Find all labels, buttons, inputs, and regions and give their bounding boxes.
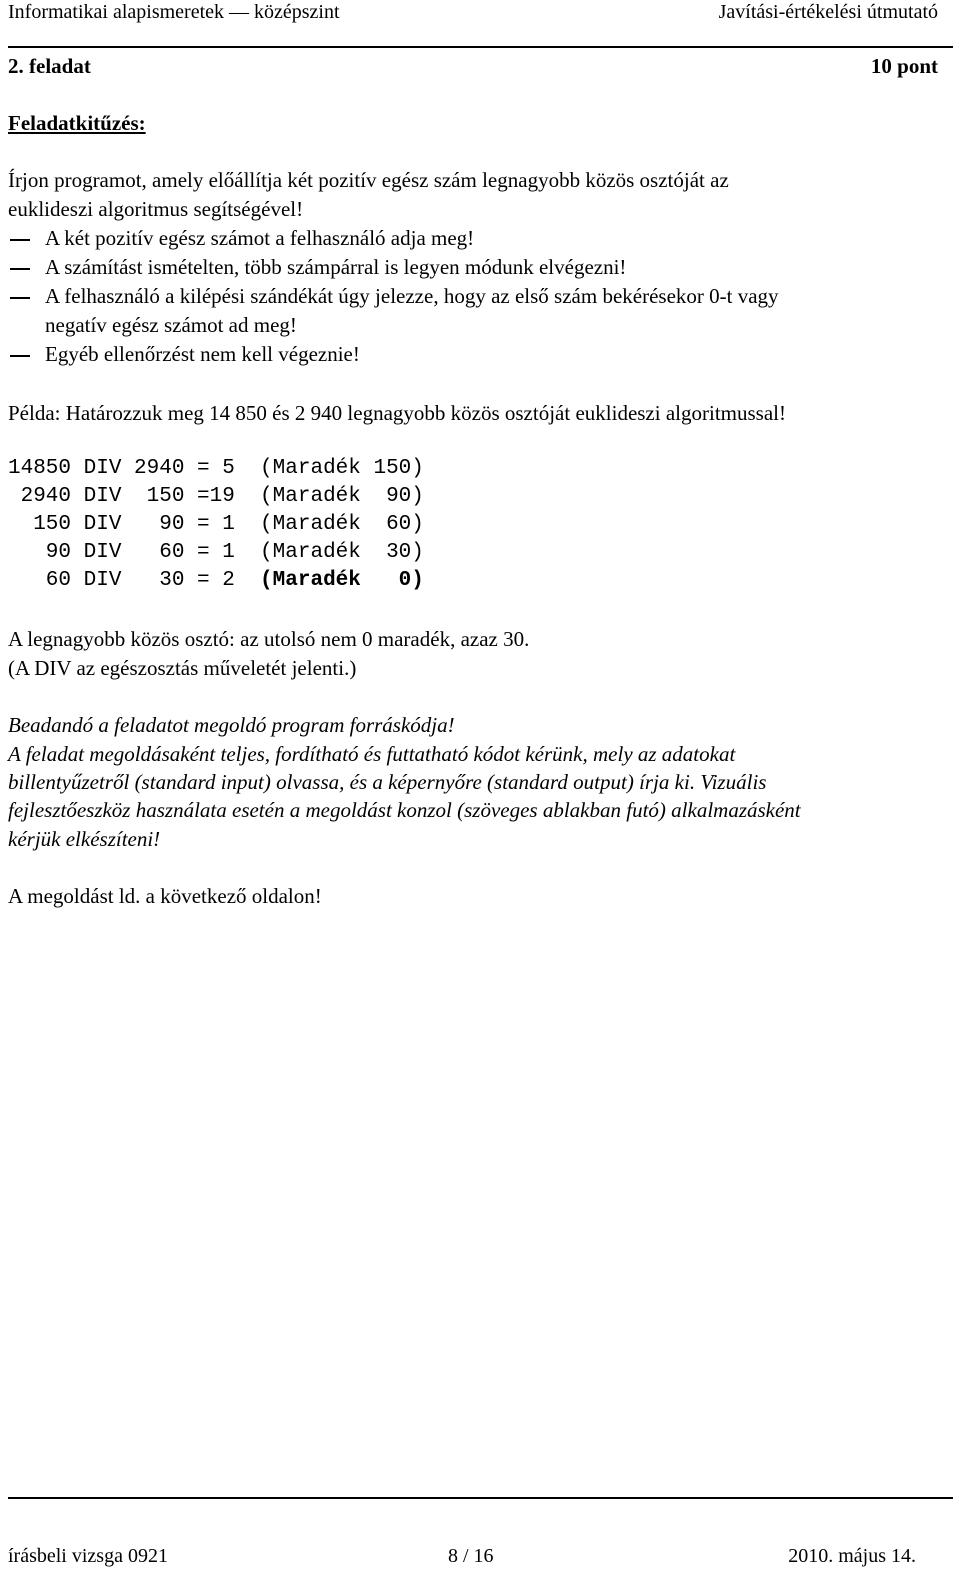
header-left: Informatikai alapismeretek — középszint — [8, 1, 340, 23]
result-line-2: (A DIV az egészosztás műveletét jelenti.) — [8, 656, 357, 680]
header-rule — [8, 46, 953, 48]
example-intro: Példa: Határozzuk meg 14 850 és 2 940 legnagyobb közös osztóját euklideszi algoritmussal! — [8, 401, 786, 425]
footer-rule — [8, 1497, 953, 1499]
code-line-final: 60 DIV 30 = 2 (Maradék 0) — [8, 569, 424, 592]
dash-bullet — [10, 239, 30, 241]
section-heading: Feladatkitűzés: — [8, 111, 146, 135]
submit-line: kérjük elkészíteni! — [8, 827, 161, 851]
submit-line: fejlesztőeszköz használata esetén a megoldást konzol (szöveges ablakban futó) alkalmazásként — [8, 798, 801, 822]
footer-date: 2010. május 14. — [788, 1545, 916, 1567]
submit-line: billentyűzetről (standard input) olvassa, és a képernyőre (standard output) írja ki. Vizuális — [8, 770, 767, 794]
list-item: A felhasználó a kilépési szándékát úgy jelezze, hogy az első szám bekérésekor 0-t vagy — [45, 284, 779, 308]
result-line-1: A legnagyobb közös osztó: az utolsó nem 0 maradék, azaz 30. — [8, 627, 530, 651]
task-points: 10 pont — [870, 54, 938, 78]
list-item: Egyéb ellenőrzést nem kell végeznie! — [45, 342, 360, 366]
code-line: 150 DIV 90 = 1 (Maradék 60) — [8, 513, 424, 536]
intro-line-1: Írjon programot, amely előállítja két pozitív egész szám legnagyobb közös osztóját az — [8, 168, 729, 192]
code-line: 90 DIV 60 = 1 (Maradék 30) — [8, 541, 424, 564]
footer-left: írásbeli vizsga 0921 — [8, 1545, 168, 1567]
list-item: A két pozitív egész számot a felhasználó adja meg! — [45, 226, 475, 250]
code-line: 2940 DIV 150 =19 (Maradék 90) — [8, 485, 424, 508]
dash-bullet — [10, 268, 30, 270]
list-item: A számítást ismételten, több számpárral is legyen módunk elvégezni! — [45, 255, 627, 279]
submit-line: A feladat megoldásaként teljes, fordítható és futtatható kódot kérünk, mely az adatokat — [8, 742, 736, 766]
intro-line-2: euklideszi algoritmus segítségével! — [8, 197, 304, 221]
next-page-note: A megoldást ld. a következő oldalon! — [8, 884, 322, 908]
dash-bullet — [10, 297, 30, 299]
list-item-continuation: negatív egész számot ad meg! — [45, 313, 297, 337]
dash-bullet — [10, 355, 30, 357]
submit-line: Beadandó a feladatot megoldó program forráskódja! — [8, 713, 455, 737]
task-title: 2. feladat — [8, 54, 91, 78]
footer-page-number: 8 / 16 — [448, 1545, 494, 1567]
code-line: 14850 DIV 2940 = 5 (Maradék 150) — [8, 457, 424, 480]
header-right: Javítási-értékelési útmutató — [718, 1, 938, 23]
